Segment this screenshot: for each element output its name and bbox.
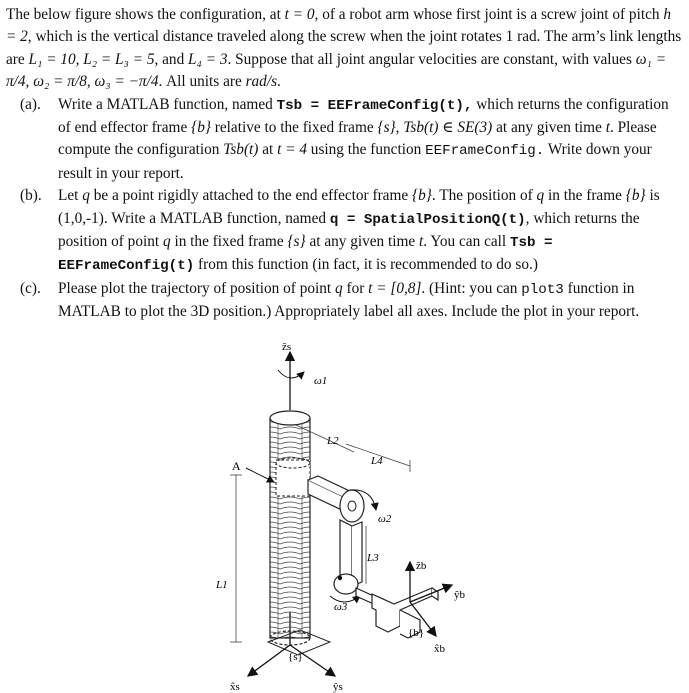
intro-text-5: . Suppose that all joint angular velocities are constant, with values (227, 50, 636, 68)
part-a-text-1: Write a MATLAB function, named (58, 95, 277, 113)
joint3-dot (338, 576, 342, 580)
label-l1: L1 (216, 579, 228, 591)
label-omega3: ω3 (334, 601, 348, 613)
part-b-text-5: is (1,0,-1). Write a MATLAB function, named (58, 187, 660, 227)
part-a-text-3: relative to the fixed frame (210, 119, 378, 137)
joint3-cylinder (334, 574, 358, 594)
part-b-q-3: q (162, 233, 171, 251)
part-b-frame-s: {s} (287, 233, 306, 251)
yb-axis (410, 585, 452, 602)
intro-link-lengths: L₁ = 10, L₂ = L₃ = 5 (28, 50, 155, 68)
label-omega1: ω1 (314, 375, 328, 387)
part-a-time-4: t = 4 (277, 141, 307, 159)
intro-text-2: , of a robot arm whose first joint is a screw joint of pitch (314, 6, 664, 23)
intro-omegas: ω₁ = π/4, ω₂ = π/8, ω₃ = −π/4 (6, 50, 667, 91)
part-b-q: q (82, 187, 90, 205)
part-b-time: t (419, 233, 424, 251)
part-c-label: (c). (20, 279, 41, 297)
intro-pitch: h = 2 (6, 6, 671, 46)
robot-arm-figure (0, 340, 689, 693)
part-a-code-2: EEFrameConfig. (425, 143, 545, 160)
part-b-text-8: at any given time (305, 233, 420, 251)
part-b-text-4: in the frame (544, 187, 626, 205)
part-a-frame-b: {b} (191, 119, 211, 137)
label-xs: x̂s (230, 681, 240, 693)
part-a-tsb: Tsb(t) ∈ SE(3) (403, 119, 493, 137)
part-b-code-2: Tsb = EEFrameConfig(t) (58, 235, 553, 275)
label-frame-b: {b} (408, 627, 425, 639)
part-b-frame-b-2: {b} (625, 187, 646, 205)
part-a (6, 94, 684, 186)
label-l4: L4 (371, 455, 383, 467)
omega1-arc (278, 370, 304, 378)
part-b-label: (b). (20, 187, 42, 205)
screw-column (270, 418, 310, 638)
part-b-text-7: in the fixed frame (170, 233, 288, 251)
part-b-frame-b: {b} (411, 187, 432, 205)
part-a-frame-s: {s} (377, 119, 396, 137)
intro-text-3: , which is the vertical distance traveled along the screw when the joint rotates 1 rad. The arm’s link lengths are (6, 28, 682, 68)
part-a-text-8: using the function (306, 141, 426, 159)
gripper-tip (432, 588, 438, 600)
part-c-range: t = [0,8] (368, 279, 422, 297)
part-b-text-9: . You can call (423, 233, 510, 251)
part-a-text-7: at (258, 141, 278, 159)
label-l2: L2 (327, 435, 339, 447)
joint-a-collar (276, 460, 310, 496)
intro-l4: L₄ = 3 (188, 50, 228, 68)
intro-time-zero: t = 0 (284, 6, 315, 23)
part-a-text-9: Write down your result in your report. (58, 141, 652, 182)
part-c-text-2: for (342, 279, 369, 297)
label-omega2: ω2 (378, 513, 392, 525)
label-xb: x̂b (434, 643, 445, 655)
part-b (6, 185, 684, 278)
label-frame-s: {s} (288, 651, 303, 663)
xs-axis (248, 645, 290, 676)
part-a-text-2: which returns the configuration of end effector frame (58, 95, 669, 137)
intro-text-1: The below figure shows the configuration, at (6, 6, 285, 23)
label-a: A (232, 459, 241, 473)
part-a-time: t (605, 119, 610, 137)
label-zs: ẑs (282, 341, 292, 353)
part-c (6, 278, 684, 324)
intro-paragraph (6, 4, 684, 94)
part-a-label: (a). (20, 95, 41, 113)
part-b-code-1: q = SpatialPositionQ(t) (329, 211, 526, 228)
intro-text-6: . All units are (158, 73, 246, 91)
part-a-text-6: . Please compute the configuration (58, 119, 657, 159)
intro-units: rad/s (245, 73, 278, 91)
part-b-text-3: . The position of (431, 187, 537, 205)
part-b-q-2: q (536, 187, 545, 205)
screw-top (270, 411, 310, 425)
part-a-text-5: at any given time (492, 119, 606, 137)
joint2-cylinder (340, 490, 364, 522)
part-c-code: plot3 (521, 281, 564, 298)
part-b-text-6: , which returns the position of point (58, 209, 640, 251)
label-l3: L3 (367, 552, 379, 564)
part-c-text-3: . (Hint: you can (421, 279, 522, 297)
intro-text-7: . (277, 73, 281, 91)
part-b-text-1: Let (58, 187, 83, 205)
part-c-text-4: function in MATLAB to plot the 3D position.) Appropriately label all axes. Include the plot in your report. (58, 279, 640, 321)
label-ys: ŷs (333, 681, 343, 693)
part-a-tsb-2: Tsb(t) (223, 141, 259, 159)
label-yb: ŷb (454, 589, 465, 601)
part-a-code-1: Tsb = EEFrameConfig(t), (276, 97, 473, 114)
label-zb: ẑb (416, 560, 427, 572)
part-a-text-4: , (395, 119, 404, 137)
part-c-text-1: Please plot the trajectory of position of point (58, 279, 335, 297)
part-b-text-10: from this function (in fact, it is recommended to do so.) (194, 256, 538, 274)
part-b-text-2: be a point rigidly attached to the end effector frame (89, 187, 412, 205)
intro-text-4: , and (154, 50, 189, 68)
problem-text (6, 4, 684, 324)
part-c-q: q (335, 279, 343, 297)
